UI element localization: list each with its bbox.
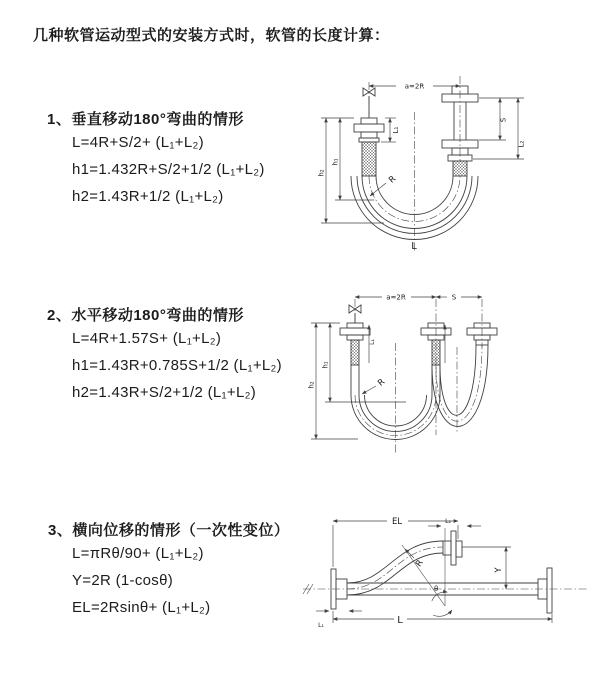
d3-l1-label: L₁: [318, 622, 324, 629]
d1-l1-label: L₁: [392, 126, 400, 134]
braided-hose-section: [432, 340, 440, 365]
d1-drawing: [351, 76, 478, 252]
d2-h1-label: h₁: [321, 361, 330, 369]
d1-span-label: a=2R: [404, 82, 425, 91]
diagram-lateral-displacement: [295, 503, 595, 653]
d1-l2-label: L₂: [517, 140, 526, 148]
section3-formula-y: Y=2R (1-cosθ): [72, 572, 174, 589]
d1-dimensions: [318, 83, 526, 253]
section1-formula-h2: h2=1.43R+1/2 (L₁+L₂): [72, 188, 224, 205]
section3-formula-l: L=πRθ/90+ (L₁+L₂): [72, 545, 204, 562]
d2-dimensions: [308, 294, 482, 440]
d3-el-label: EL: [391, 517, 403, 527]
d1-r-label: R: [387, 174, 399, 186]
d1-l-label: L: [411, 241, 417, 252]
d2-l1-label: L₁: [369, 339, 376, 345]
d3-drawing: [303, 528, 587, 613]
d1-h1-label: h₁: [331, 158, 340, 166]
section2-formula-h2: h2=1.43R+S/2+1/2 (L₁+L₂): [72, 384, 257, 401]
section1-formula-h1: h1=1.432R+S/2+1/2 (L₁+L₂): [72, 161, 265, 178]
section2-heading: 2、水平移动180°弯曲的情形: [47, 307, 244, 324]
d2-r-label: R: [376, 377, 388, 389]
d2-span-label: a=2R: [386, 293, 406, 302]
braided-hose-section: [362, 142, 376, 176]
d3-r-label: R: [414, 558, 426, 569]
section1-formula-l: L=4R+S/2+ (L₁+L₂): [72, 134, 204, 151]
diagram-horizontal-180-bend: [308, 285, 508, 457]
d2-s-label: S: [451, 293, 457, 302]
d1-s-label: S: [499, 117, 508, 123]
page-title: 几种软管运动型式的安装方式时，软管的长度计算：: [33, 27, 390, 44]
section1-heading: 1、垂直移动180°弯曲的情形: [47, 111, 244, 128]
section2-formula-h1: h1=1.43R+0.785S+1/2 (L₁+L₂): [72, 357, 282, 374]
braided-hose-section: [351, 340, 359, 365]
section2-formula-l: L=4R+1.57S+ (L₁+L₂): [72, 330, 222, 347]
diagram-vertical-180-bend: [312, 70, 527, 265]
d3-l-label: L: [397, 615, 403, 626]
d3-dimensions: [316, 517, 552, 629]
d2-drawing: [340, 299, 497, 453]
d3-theta-label: θ: [434, 585, 439, 593]
d1-h2-label: h₂: [317, 169, 326, 177]
d2-h2-label: h₂: [308, 381, 316, 389]
d3-l2-label: L₂: [445, 518, 451, 525]
section3-heading: 3、横向位移的情形（一次性变位）: [48, 522, 290, 539]
braided-hose-section: [453, 161, 467, 176]
section3-formula-el: EL=2Rsinθ+ (L₁+L₂): [72, 599, 211, 616]
d3-y-label: Y: [494, 567, 504, 573]
